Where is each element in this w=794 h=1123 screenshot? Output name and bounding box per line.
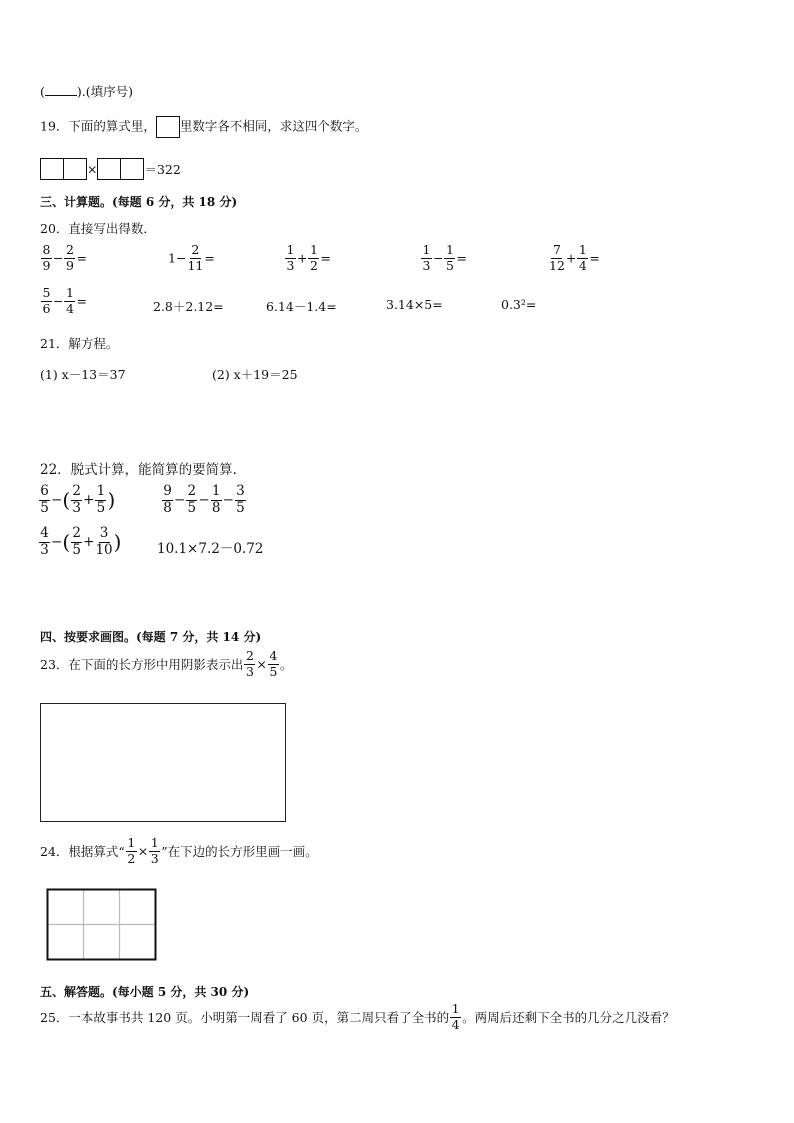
operator: + <box>83 534 95 550</box>
q19-result: ＝322 <box>144 162 181 177</box>
numerator: 2 <box>187 483 197 499</box>
q19-text: 19．下面的算式里， <box>40 118 156 134</box>
numerator: 1 <box>422 242 431 257</box>
denominator: 3 <box>72 499 81 516</box>
numerator: 2 <box>191 242 200 257</box>
q20-problem-2 <box>168 244 215 272</box>
q19-equation <box>40 158 181 180</box>
denominator: 4 <box>451 1016 460 1032</box>
denominator: 8 <box>211 499 221 516</box>
q23-end: 。 <box>279 657 293 672</box>
q20-problem-10: 0.3²= <box>501 297 537 312</box>
equals: = <box>589 250 600 266</box>
q19-text-after: 里数字各不相同，求这四个数字。 <box>179 118 368 134</box>
operator: + <box>297 250 308 266</box>
q23-drawing-rectangle[interactable] <box>40 703 286 822</box>
numerator: 3 <box>99 525 109 541</box>
denominator: 9 <box>42 257 51 273</box>
operator: − <box>198 492 210 508</box>
q22-expression-3: $\frac{4}{3}$ −( $\frac{2}{5}$ + $\frac{3}{10}$ ) <box>40 525 122 558</box>
q25-question <box>40 1003 675 1031</box>
denominator: 12 <box>549 257 565 273</box>
denominator: 2 <box>127 850 136 866</box>
numerator: 3 <box>236 483 245 499</box>
numerator: 2 <box>245 648 254 663</box>
q22-expression-4: 10.1×7.2－0.72 <box>157 541 264 557</box>
denominator: 6 <box>42 300 51 316</box>
equals: = <box>320 250 331 266</box>
operator: + <box>565 250 577 266</box>
section-4-title: 四、按要求画图。(每题 7 分，共 14 分) <box>40 630 262 644</box>
operator: − <box>53 250 64 266</box>
denominator: 5 <box>446 257 454 273</box>
denominator: 3 <box>245 663 254 679</box>
q25-text: 25．一本故事书共 120 页。小明第一周看了 60 页，第二周只看了全书的 <box>40 1010 450 1025</box>
equals: = <box>456 250 467 266</box>
denominator: 2 <box>310 257 318 273</box>
digit-box[interactable] <box>63 158 87 180</box>
q20-problem-4 <box>420 244 467 272</box>
numerator: 1 <box>211 483 221 499</box>
equals: = <box>76 293 87 309</box>
q21-equation-1: (1) x－13＝37 <box>40 367 126 382</box>
operator: − <box>53 293 64 309</box>
open-paren: ( <box>40 84 45 99</box>
q20-problem-7: 2.8＋2.12= <box>153 299 224 314</box>
denominator: 3 <box>422 257 431 273</box>
numerator: 2 <box>72 525 81 541</box>
numerator: 1 <box>286 242 295 257</box>
numerator: 2 <box>72 483 81 499</box>
q18-answer-line <box>40 82 133 100</box>
q24-text: 24．根据算式“ <box>40 844 125 859</box>
q20-problem-8: 6.14－1.4= <box>266 299 337 314</box>
numerator: 1 <box>150 835 159 850</box>
operator: + <box>83 492 95 508</box>
numerator: 4 <box>269 648 278 663</box>
q20-title: 20．直接写出得数． <box>40 221 156 236</box>
denominator: 10 <box>95 541 113 558</box>
q20-problem-5 <box>548 244 600 272</box>
numerator: 7 <box>552 242 561 257</box>
denominator: 11 <box>187 257 204 273</box>
denominator: 4 <box>578 257 587 273</box>
leading-term: 1− <box>168 250 187 266</box>
numerator: 1 <box>66 285 74 300</box>
digit-box[interactable] <box>120 158 144 180</box>
denominator: 3 <box>286 257 295 273</box>
q22-expression-2 <box>161 485 247 515</box>
numerator: 8 <box>42 242 51 257</box>
denominator: 9 <box>66 257 74 273</box>
digit-box-sample <box>156 116 180 138</box>
denominator: 5 <box>187 499 197 516</box>
denominator: 3 <box>40 541 49 558</box>
operator: − <box>51 492 63 508</box>
numerator: 1 <box>446 242 454 257</box>
q24-grid-rectangle[interactable] <box>46 888 158 962</box>
operator: − <box>174 492 186 508</box>
operator: − <box>433 250 444 266</box>
times-sign: × <box>87 161 98 177</box>
q22-expression-1: $\frac{6}{5}$ −( $\frac{2}{3}$ + $\frac{1}{5}$ ) <box>40 483 116 516</box>
denominator: 4 <box>66 300 74 316</box>
operator: × <box>137 843 149 859</box>
equals: = <box>76 250 87 266</box>
q18-suffix: ).(填序号) <box>76 84 133 99</box>
numerator: 6 <box>40 483 49 499</box>
digit-box[interactable] <box>97 158 121 180</box>
numerator: 9 <box>163 483 172 499</box>
q20-problem-6 <box>40 287 87 315</box>
q23-question <box>40 650 292 678</box>
q25-text-after: 。两周后还剩下全书的几分之几没看？ <box>462 1010 675 1025</box>
operator: − <box>51 534 63 550</box>
q20-problem-1 <box>40 244 87 272</box>
numerator: 1 <box>96 483 106 499</box>
denominator: 5 <box>40 499 49 516</box>
q20-problem-3 <box>284 244 331 272</box>
operator: − <box>222 492 234 508</box>
denominator: 3 <box>150 850 159 866</box>
q21-title: 21．解方程。 <box>40 336 119 351</box>
operator: × <box>256 656 267 672</box>
answer-blank[interactable] <box>45 85 77 96</box>
numerator: 5 <box>42 285 51 300</box>
q20-problem-9: 3.14×5= <box>386 297 443 312</box>
q24-question <box>40 837 318 865</box>
numerator: 4 <box>40 525 49 541</box>
q23-text: 23．在下面的长方形中用阴影表示出 <box>40 657 244 672</box>
numerator: 1 <box>451 1001 460 1016</box>
numerator: 2 <box>66 242 74 257</box>
section-3-title: 三、计算题。(每题 6 分，共 18 分) <box>40 195 238 209</box>
denominator: 5 <box>72 541 81 558</box>
denominator: 5 <box>269 663 278 679</box>
numerator: 1 <box>310 242 318 257</box>
equals: = <box>204 250 215 266</box>
q22-title: 22．脱式计算，能简算的要简算. <box>40 462 237 478</box>
section-5-title: 五、解答题。(每小题 5 分，共 30 分) <box>40 985 250 999</box>
denominator: 8 <box>163 499 172 516</box>
denominator: 5 <box>96 499 106 516</box>
q19-question <box>40 116 367 138</box>
q24-text-after: ”在下边的长方形里画一画。 <box>161 844 318 859</box>
digit-box[interactable] <box>40 158 64 180</box>
numerator: 1 <box>127 835 136 850</box>
q21-equation-2: (2) x＋19＝25 <box>212 367 298 382</box>
numerator: 1 <box>578 242 587 257</box>
denominator: 5 <box>236 499 245 516</box>
